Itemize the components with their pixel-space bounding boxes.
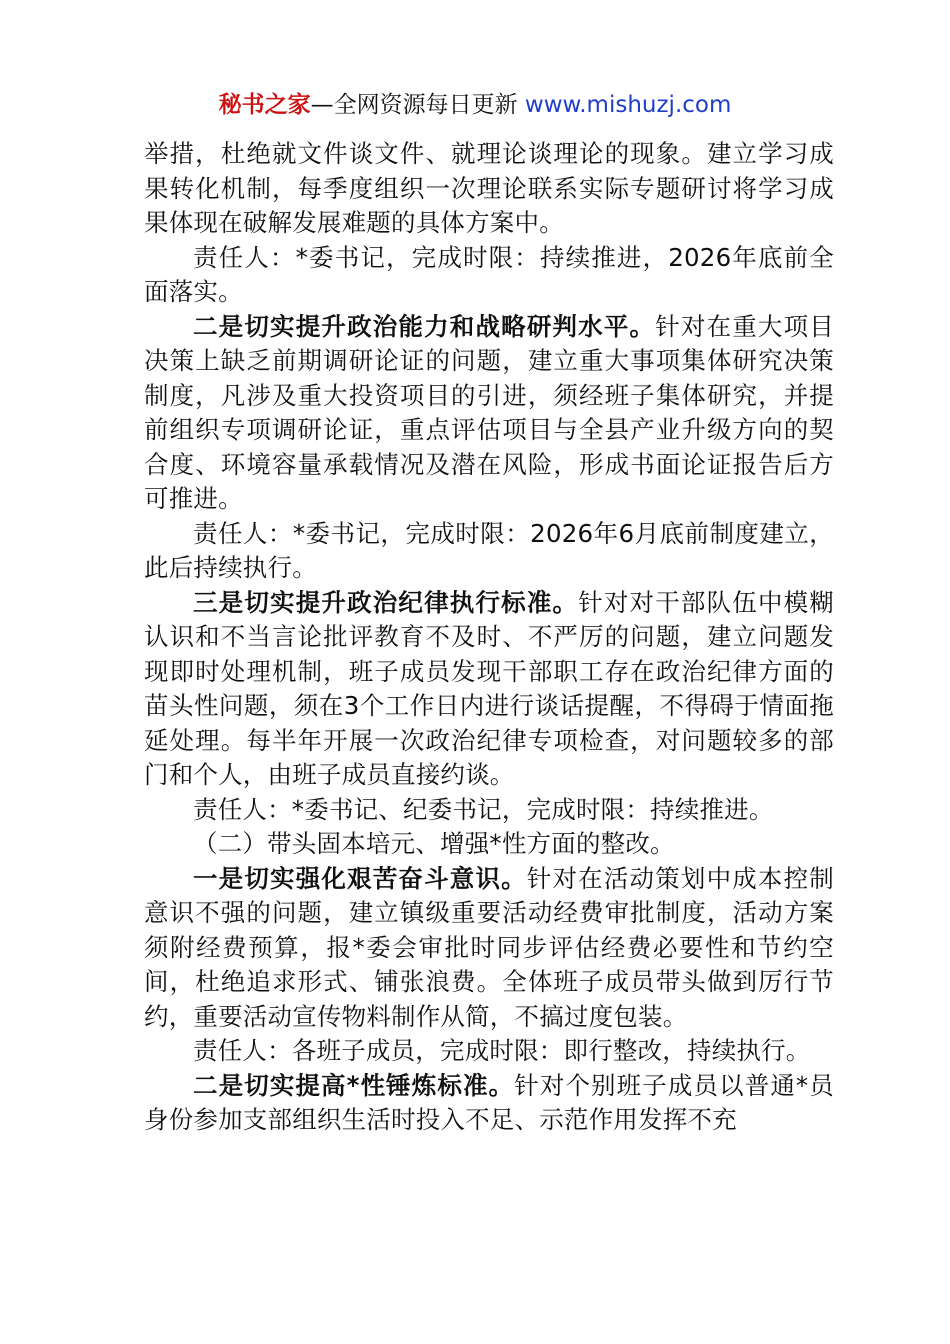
paragraph-10: 二是切实提高*性锤炼标准。针对个别班子成员以普通*员身份参加支部组织生活时投入不足、示范作用发挥不充 <box>144 1070 834 1134</box>
section-heading-2: （二）带头固本培元、增强*性方面的整改。 <box>193 829 675 858</box>
paragraph-2-responsibility: 责任人：*委书记，完成时限：持续推进，2026年底前全面落实。 <box>144 242 834 306</box>
paragraph-3: 二是切实提升政治能力和战略研判水平。针对在重大项目决策上缺乏前期调研论证的问题，建立重大事项集体研究决策制度，凡涉及重大投资项目的引进，须经班子集体研究，并提前组织专项调研论证，重点评估项目与全县产业升级方向的契合度、环境容量承载情况及潜在风险，形成书面论证报告后方可推进。 <box>144 311 834 513</box>
paragraph-5: 三是切实提升政治纪律执行标准。针对对干部队伍中模糊认识和不当言论批评教育不及时、不严厉的问题，建立问题发现即时处理机制，班子成员发现干部职工存在政治纪律方面的苗头性问题，须在3个工作日内进行谈话提醒，不得碍于情面拖延处理。每半年开展一次政治纪律专项检查，对问题较多的部门和个人，由班子成员直接约谈。 <box>144 587 834 789</box>
paragraph-3-heading: 二是切实提升政治能力和战略研判水平。 <box>193 311 656 341</box>
paragraph-4-responsibility: 责任人：*委书记，完成时限：2026年6月底前制度建立，此后持续执行。 <box>144 518 834 582</box>
paragraph-8: 一是切实强化艰苦奋斗意识。针对在活动策划中成本控制意识不强的问题，建立镇级重要活动经费审批制度，活动方案须附经费预算，报*委会审批时同步评估经费必要性和节约空间，杜绝追求形式、铺张浪费。全体班子成员带头做到厉行节约，重要活动宣传物料制作从简，不搞过度包装。 <box>144 863 834 1031</box>
document-body <box>144 137 834 1138</box>
paragraph-1: 举措，杜绝就文件谈文件、就理论谈理论的现象。建立学习成果转化机制，每季度组织一次理论联系实际专题研讨将学习成果体现在破解发展难题的具体方案中。 <box>144 139 834 237</box>
site-tagline: —全网资源每日更新 <box>310 92 525 118</box>
site-brand: 秘书之家 <box>218 92 311 118</box>
paragraph-10-heading: 二是切实提高*性锤炼标准。 <box>193 1070 515 1100</box>
site-url[interactable]: www.mishuzj.com <box>524 92 732 118</box>
paragraph-5-heading: 三是切实提升政治纪律执行标准。 <box>193 587 579 617</box>
paragraph-8-heading: 一是切实强化艰苦奋斗意识。 <box>193 863 527 893</box>
paragraph-9-responsibility: 责任人：各班子成员，完成时限：即行整改，持续执行。 <box>193 1036 811 1065</box>
paragraph-6-responsibility: 责任人：*委书记、纪委书记，完成时限：持续推进。 <box>193 794 774 824</box>
site-header <box>0 88 950 122</box>
